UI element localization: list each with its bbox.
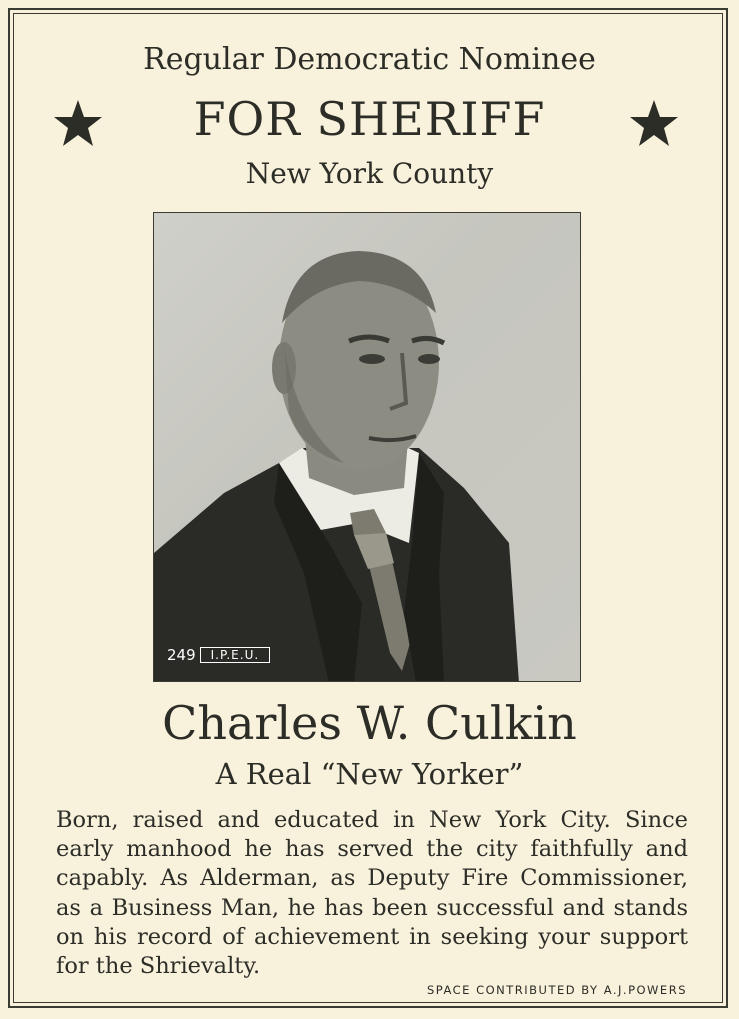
union-label	[167, 646, 270, 664]
candidate-bio: Born, raised and educated in New York City. Since early manhood he has served the city faithfully and capably. As Alderman, as Deputy Fire Commissioner, as a Business Man, he has been successful and stands on his record of achievement in seeking your support for the Shrievalty.	[56, 807, 688, 980]
sponsor-credit: SPACE CONTRIBUTED BY A.J.POWERS	[426, 983, 687, 997]
star-icon	[628, 98, 680, 150]
office-heading: FOR SHERIFF	[193, 92, 546, 146]
union-bug: I.P.E.U.	[200, 647, 271, 663]
union-number: 249	[167, 646, 196, 664]
nominee-heading: Regular Democratic Nominee	[143, 42, 596, 77]
candidate-name: Charles W. Culkin	[162, 696, 577, 750]
candidate-subtitle: A Real “New Yorker”	[215, 757, 524, 791]
candidate-portrait	[153, 212, 581, 682]
county-heading: New York County	[245, 157, 494, 190]
